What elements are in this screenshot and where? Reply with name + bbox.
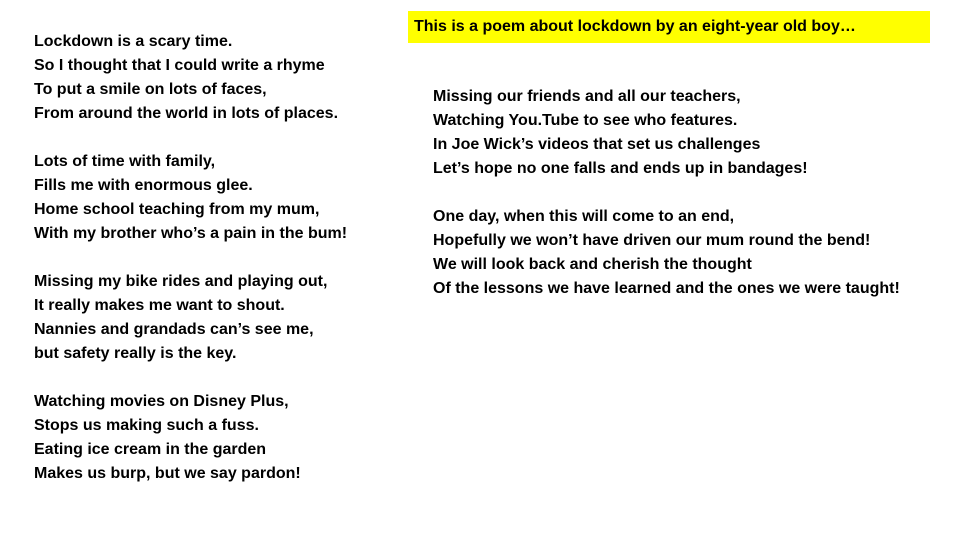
stanza-left-1 [34,30,338,126]
poem-line: Lockdown is a scary time. [34,33,233,50]
poem-title: This is a poem about lockdown by an eight-year old boy… [414,18,856,35]
poem-line: Missing our friends and all our teachers, [433,88,741,105]
stanza-right-2 [433,205,900,301]
poem-line: Lots of time with family, [34,153,216,170]
poem-line: Fills me with enormous glee. [34,177,253,194]
poem-line: So I thought that I could write a rhyme [34,57,325,74]
stanza-right-1 [433,85,808,181]
poem-line: Eating ice cream in the garden [34,441,267,458]
poem-line: Stops us making such a fuss. [34,417,259,434]
poem-line: Watching movies on Disney Plus, [34,393,289,410]
poem-line: Home school teaching from my mum, [34,201,320,218]
poem-line: With my brother who’s a pain in the bum! [34,225,348,242]
poem-title-banner [408,11,930,43]
stanza-left-2 [34,150,347,246]
poem-line: Makes us burp, but we say pardon! [34,465,301,482]
poem-line: It really makes me want to shout. [34,297,285,314]
poem-line: One day, when this will come to an end, [433,208,735,225]
poem-line: Of the lessons we have learned and the ones we were taught! [433,280,900,297]
poem-line: We will look back and cherish the thought [433,256,752,273]
poem-line: Let’s hope no one falls and ends up in bandages! [433,160,808,177]
poem-line: but safety really is the key. [34,345,237,362]
poem-line: In Joe Wick’s videos that set us challenges [433,136,761,153]
poem-line: Missing my bike rides and playing out, [34,273,328,290]
poem-line: From around the world in lots of places. [34,105,339,122]
poem-line: To put a smile on lots of faces, [34,81,267,98]
stanza-left-3 [34,270,327,366]
poem-line: Hopefully we won’t have driven our mum round the bend! [433,232,871,249]
poem-line: Watching You.Tube to see who features. [433,112,738,129]
poem-line: Nannies and grandads can’s see me, [34,321,314,338]
stanza-left-4 [34,390,301,486]
